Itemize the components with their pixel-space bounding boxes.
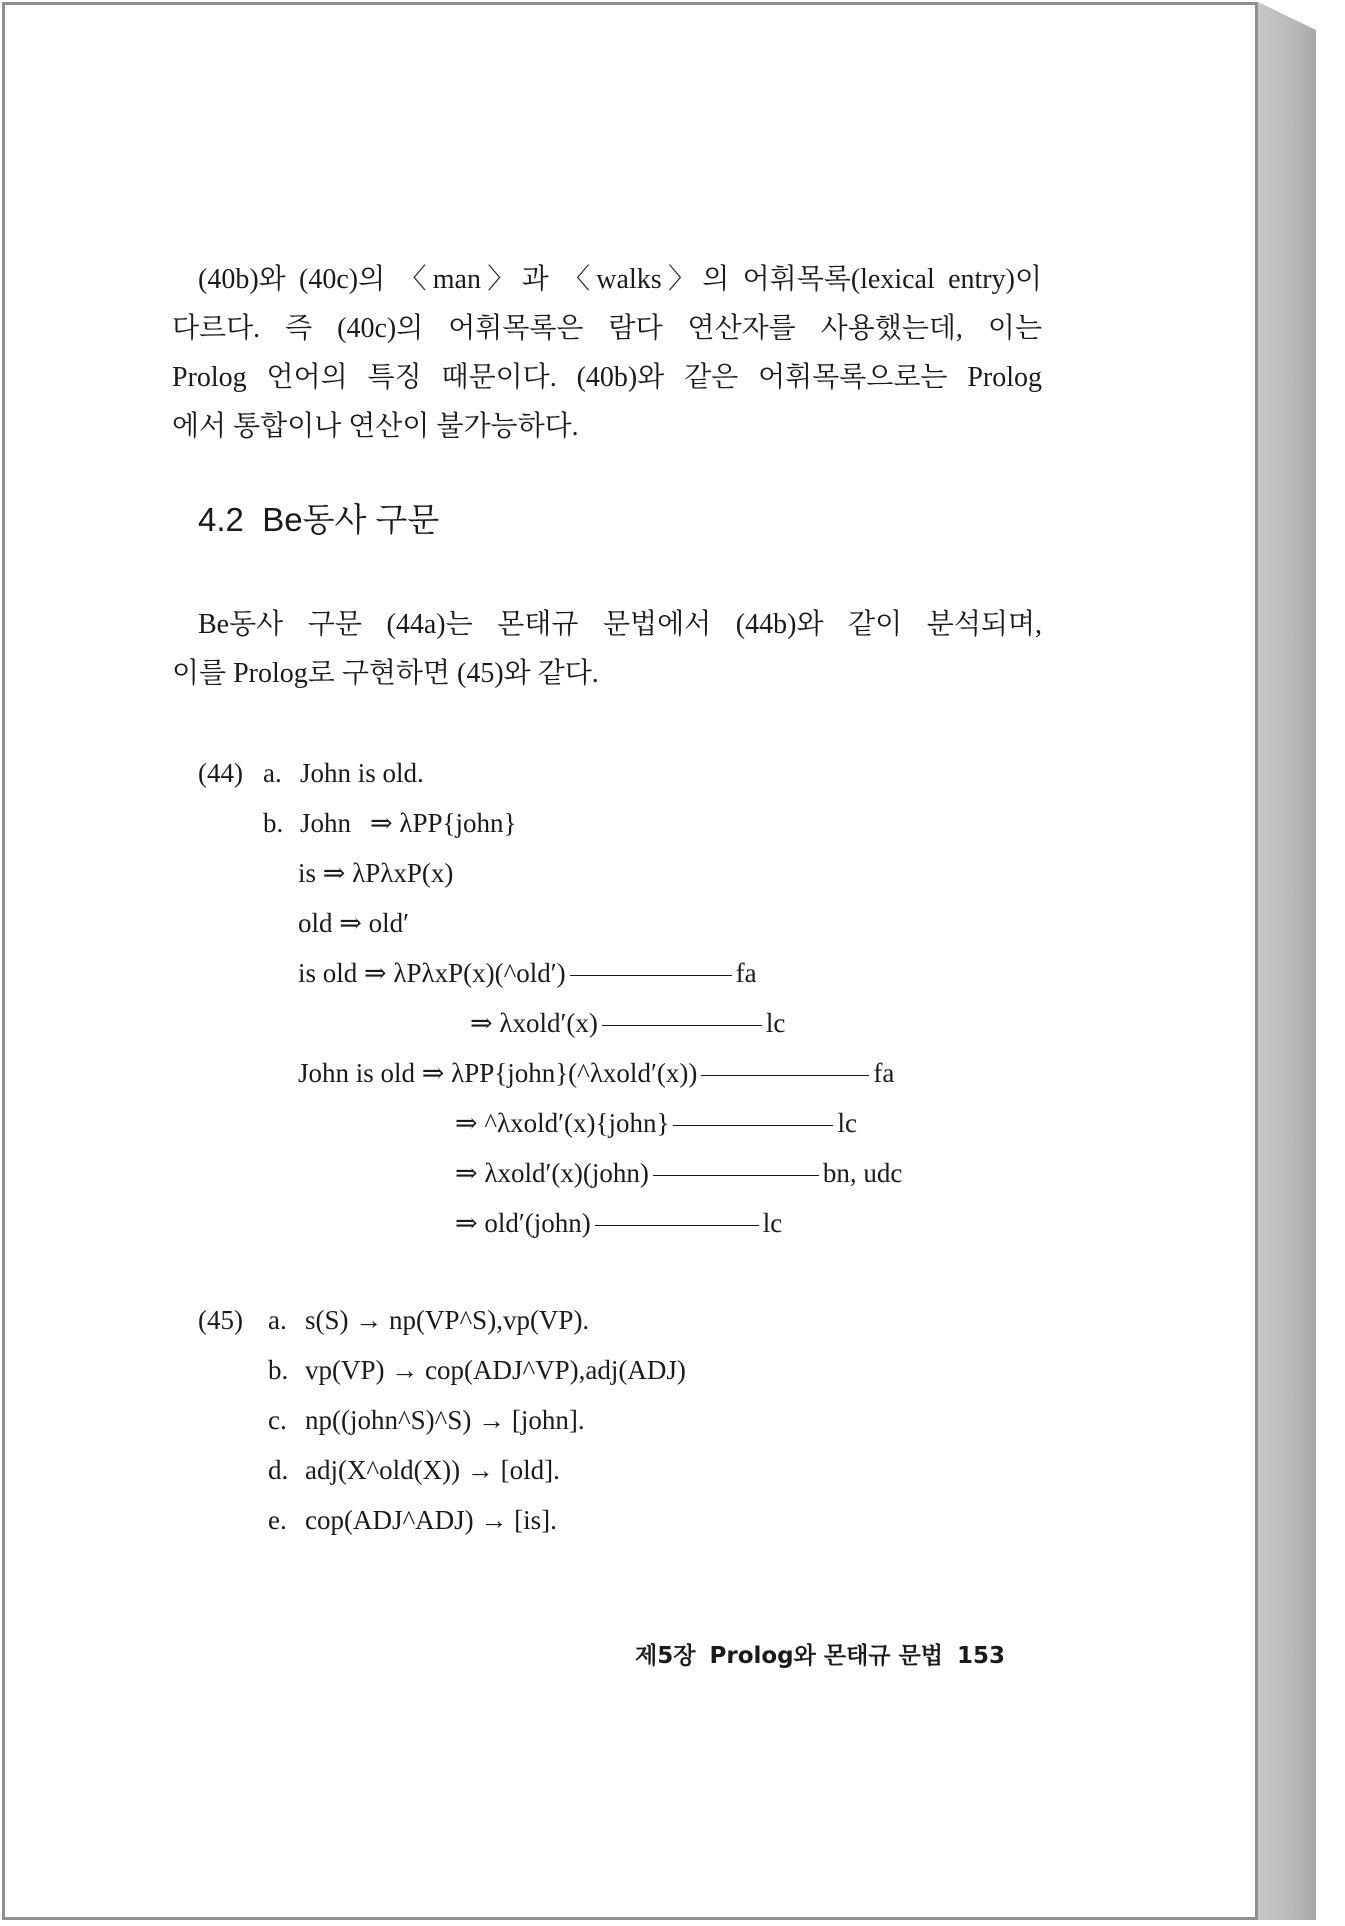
derivation-line	[455, 1105, 857, 1141]
derivation-step: John is old ⇒ λPP{john}(^λxold′(x))	[298, 1058, 698, 1088]
example-number: (45)	[198, 1305, 243, 1335]
rule-tag: bn, udc	[822, 1158, 903, 1188]
derivation-line	[298, 1055, 894, 1091]
item-label: e.	[268, 1505, 287, 1535]
rule-tag: fa	[873, 1058, 895, 1088]
chapter-title: Prolog와 몬태규 문법	[709, 1643, 943, 1669]
rule-tag: fa	[735, 958, 757, 988]
derivation-line: old ⇒ old′	[298, 908, 410, 938]
item-label: b.	[263, 808, 284, 838]
derivation-rule	[653, 1175, 819, 1176]
prolog-rule: cop(ADJ^ADJ) → [is].	[305, 1505, 557, 1535]
prolog-rule: s(S) → np(VP^S),vp(VP).	[305, 1305, 590, 1335]
derivation-rule	[602, 1025, 762, 1026]
derivation-step: ⇒ old′(john)	[455, 1208, 591, 1238]
derivation-line: is ⇒ λPλxP(x)	[298, 858, 454, 888]
prolog-rule: np((john^S)^S) → [john].	[305, 1405, 585, 1435]
derivation-rule	[595, 1225, 759, 1226]
paragraph-line: (40b)와 (40c)의 〈man〉과 〈walks〉의 어휘목록(lexical entry)이	[198, 264, 1042, 295]
derivation-line	[470, 1005, 785, 1041]
paragraph-line: Prolog 언어의 특징 때문이다. (40b)와 같은 어휘목록으로는 Prolog	[172, 362, 1042, 393]
derivation-term: John	[300, 808, 352, 838]
derivation-line	[298, 955, 757, 991]
item-label: a.	[263, 758, 282, 788]
rule-tag: lc	[762, 1208, 783, 1238]
intro-paragraph	[172, 255, 1042, 451]
paragraph-line: 에서 통합이나 연산이 불가능하다.	[172, 411, 579, 442]
derivation-step: is old ⇒ λPλxP(x)(^old′)	[298, 958, 566, 988]
derivation-rule	[701, 1075, 869, 1076]
derivation-rule	[570, 975, 732, 976]
rule-tag: lc	[837, 1108, 857, 1138]
page-number: 153	[956, 1643, 1005, 1669]
item-label: a.	[268, 1305, 287, 1335]
item-label: d.	[268, 1455, 289, 1485]
example-text: John is old.	[300, 758, 424, 788]
page-edge	[1258, 2, 1316, 1920]
derivation-line	[455, 1205, 782, 1241]
section-title: Be동사 구문	[262, 501, 440, 538]
chapter-label: 제5장	[635, 1643, 696, 1669]
prolog-rule: adj(X^old(X)) → [old].	[305, 1455, 560, 1485]
derivation-step: ⇒ ^λxold′(x){john}	[455, 1108, 670, 1138]
derivation-step: ⇒ λxold′(x)	[470, 1008, 598, 1038]
paragraph-line: 다르다. 즉 (40c)의 어휘목록은 람다 연산자를 사용했는데, 이는	[172, 313, 1042, 344]
derivation-step: ⇒ λxold′(x)(john)	[455, 1158, 649, 1188]
paragraph-line: Be동사 구문 (44a)는 몬태규 문법에서 (44b)와 같이 분석되며,	[198, 609, 1042, 640]
section-number: 4.2	[198, 501, 244, 538]
derivation-value: ⇒ λPP{john}	[370, 808, 517, 838]
prolog-rule: vp(VP) → cop(ADJ^VP),adj(ADJ)	[305, 1355, 686, 1385]
paragraph-line: 이를 Prolog로 구현하면 (45)와 같다.	[172, 658, 599, 689]
section-paragraph	[172, 600, 1042, 698]
rule-tag: lc	[765, 1008, 786, 1038]
item-label: b.	[268, 1355, 289, 1385]
item-label: c.	[268, 1405, 287, 1435]
derivation-line	[455, 1155, 902, 1191]
example-number: (44)	[198, 758, 243, 788]
derivation-rule	[673, 1125, 833, 1126]
section-heading	[198, 500, 439, 540]
running-footer	[635, 1641, 1005, 1671]
